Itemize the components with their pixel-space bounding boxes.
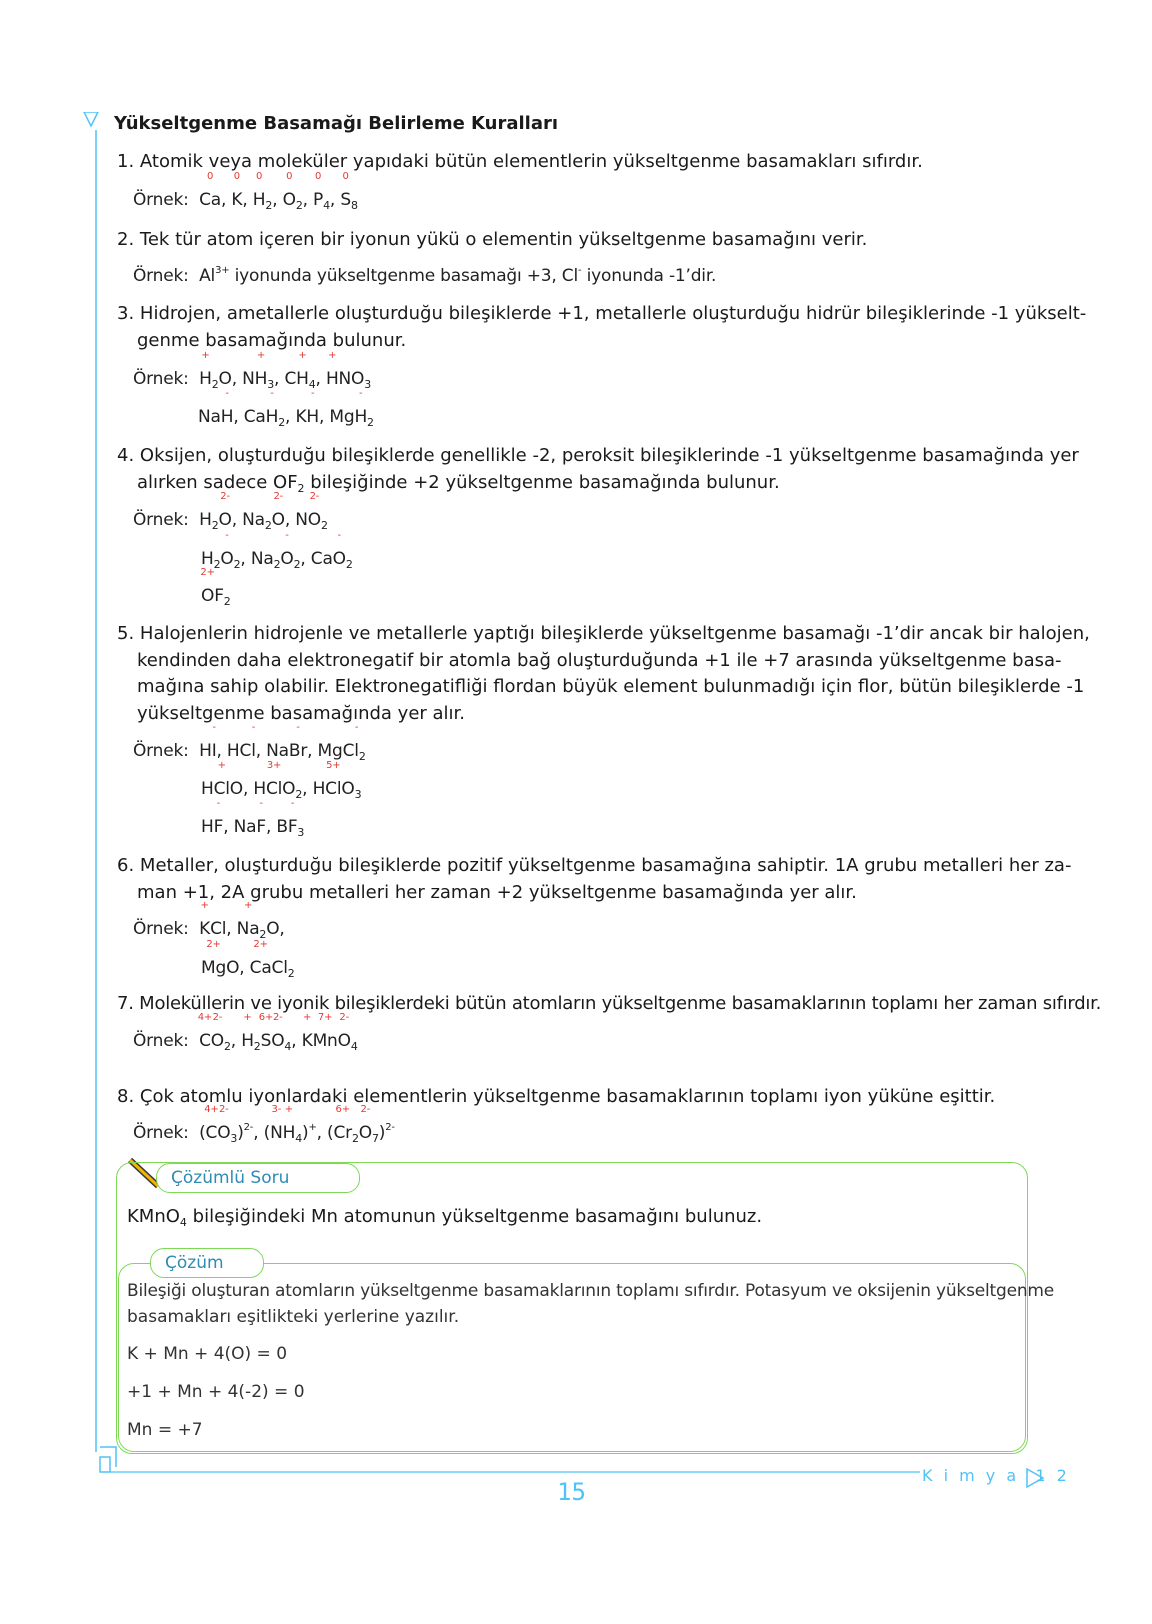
rule-8: 8. Çok atomlu iyonlardaki elementlerin yükseltgenme basamaklarının toplamı iyon yüküne eşittir. (117, 1086, 996, 1107)
rule-5-line4: yükseltgenme basamağında yer alır. (137, 703, 466, 724)
rule-3-example-b: NaH - , CaH - $_2$, KH - , MgH - $_2$ (198, 388, 374, 429)
rule-6-example-a: Örnek: K + Cl, Na + $_2$O, (133, 900, 285, 941)
rule-4-example-a: Örnek: $H_2O$ 2- , $Na_2O$ 2- , NO 2- $_2$ (133, 491, 328, 532)
solved-question-tab: Çözümlü Soru (156, 1163, 360, 1193)
solved-question-text: KMnO$_4$ bileşiğindeki Mn atomunun yükseltgenme basamağını bulunuz. (127, 1206, 763, 1229)
rule-3-line2: genme basamağında bulunur. (137, 330, 407, 351)
subject-label: K i m y a 1 2 (922, 1466, 1070, 1485)
solution-equation-2: +1 + Mn + 4(-2) = 0 (127, 1382, 305, 1402)
rule-6: 6. Metaller, oluşturduğu bileşiklerde pozitif yükseltgenme basamağına sahiptir. 1A grubu metalleri her za- (117, 855, 1072, 876)
rule-3-example-a: Örnek: H + $_2$O, NH + $_3$, CH + $_4$, H + $NO_3$ (133, 350, 372, 391)
rule-8-example: Örnek: (C 4+ O 2- $_3$)$^{2-}$, (N 3- H + $_4$)+, (Cr 6+ $_2$O 2- $_7$)$^{2-}$ (133, 1104, 395, 1145)
rule-7-example: Örnek: C 4+ O 2- $_2$, H + $_2$S 6+ O 2- $_4$, K + Mn 7+ O 2- $_4$ (133, 1012, 358, 1053)
solution-equation-3: Mn = +7 (127, 1420, 203, 1440)
rule-2: 2. Tek tür atom içeren bir iyonun yükü o elementin yükseltgenme basamağını verir. (117, 229, 868, 250)
rule-5-example-a: Örnek: HI - , HCl - , NaBr - , MgCl - $_2$ (133, 722, 366, 763)
rule-5-example-c: HF - , NaF - , BF - $_3$ (201, 798, 305, 839)
rule-1-example: Örnek: Ca 0 , K 0 , H 0 $_2$, O 0 $_2$, P 0 $_4$, S 0 $_8$ (133, 171, 358, 212)
rule-4-line2: alırken sadece $OF_2$ bileşiğinde +2 yükseltgenme basamağında bulunur. (137, 472, 780, 495)
rule-5: 5. Halojenlerin hidrojenle ve metallerle yaptığı bileşiklerde yükseltgenme basamağı -1’dir ancak bir halojen, (117, 623, 1090, 644)
rule-6-example-b: Mg 2+ O, Ca 2+ $Cl_2$ (201, 939, 295, 980)
rule-3: 3. Hidrojen, ametallerle oluşturduğu bileşiklerde +1, metallerle oluşturduğu hidrür bileşiklerinde -1 yükselt- (117, 303, 1087, 324)
footer-line (110, 1466, 1050, 1478)
rule-2-example: Örnek: $Al^{3+}$ iyonunda yükseltgenme basamağı +3, Cl- iyonunda -1’dir. (133, 265, 717, 286)
solution-tab: Çözüm (150, 1248, 264, 1278)
section-heading: Yükseltgenme Basamağı Belirleme Kuralları (114, 113, 559, 134)
rule-6-line2: man +1, 2A grubu metalleri her zaman +2 yükseltgenme basamağında yer alır. (137, 882, 857, 903)
solution-line-2: basamakları eşitlikteki yerlerine yazılır. (127, 1307, 460, 1327)
solution-line-1: Bileşiği oluşturan atomların yükseltgenme basamaklarının toplamı sıfırdır. Potasyum ve oksijenin yükseltgenme (127, 1281, 1055, 1301)
page-number: 15 (557, 1478, 586, 1506)
rule-5-example-b: HCl + O, HCl 3+ $O_2$, HCl 5+ $O_3$ (201, 760, 362, 801)
rule-4: 4. Oksijen, oluşturduğu bileşiklerde genellikle -2, peroksit bileşiklerinde -1 yükseltgenme basamağında yer (117, 445, 1079, 466)
rule-5-line2: kendinden daha elektronegatif bir atomla bağ oluşturduğunda +1 ile +7 arasında yükseltgenme basa- (137, 650, 1062, 671)
subject-arrow-icon (1025, 1467, 1045, 1489)
rule-1: 1. Atomik veya moleküler yapıdaki bütün elementlerin yükseltgenme basamakları sıfırdır. (117, 151, 923, 172)
rule-5-line3: mağına sahip olabilir. Elektronegatifliği flordan büyük element bulunmadığı için flor, bütün bileşiklerde -1 (137, 676, 1085, 697)
rule-4-example-b: $H_2O$ - $_2$, $Na_2O$ - $_2$, CaO - $_2$ (201, 530, 353, 571)
rule-7: 7. Moleküllerin ve iyonik bileşiklerdeki bütün atomların yükseltgenme basamaklarının toplamı her zaman sıfırdır. (117, 993, 1102, 1014)
rule-4-example-c: O 2+ $F_2$ (200, 567, 231, 608)
solution-equation-1: K + Mn + 4(O) = 0 (127, 1344, 288, 1364)
